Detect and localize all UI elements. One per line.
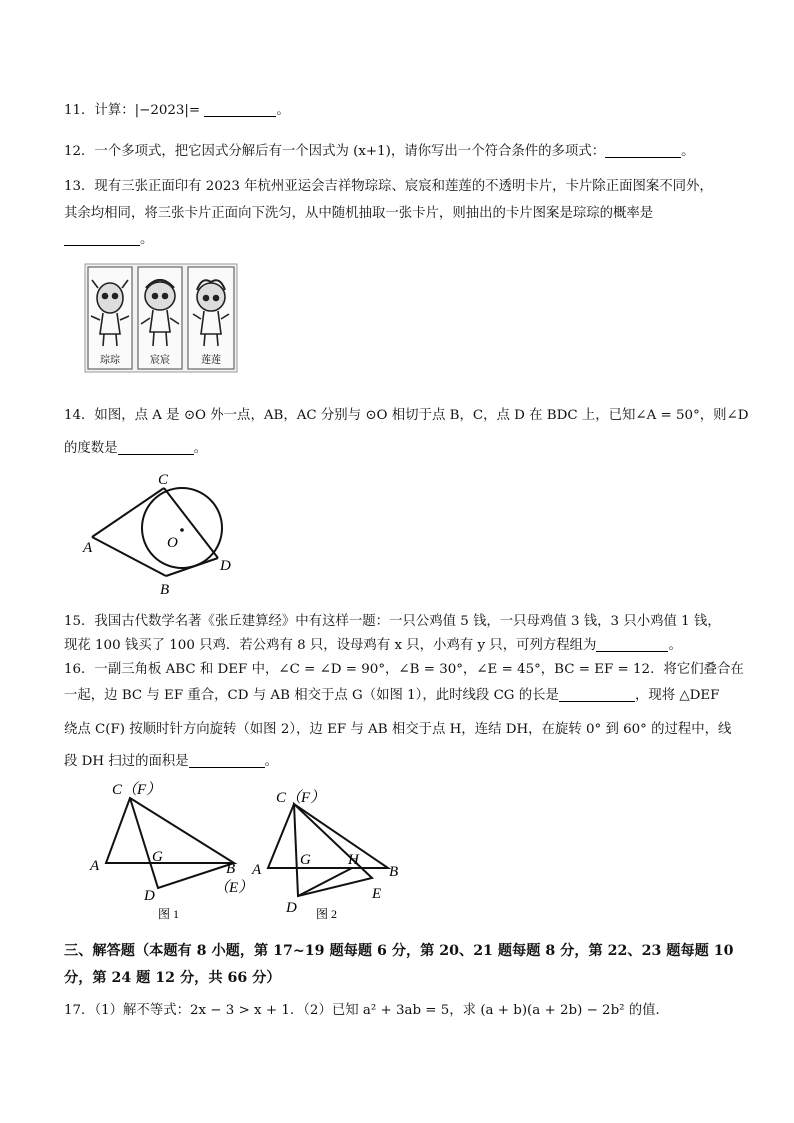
question-13-line-2: 其余均相同，将三张卡片正面向下洗匀，从中随机抽取一张卡片，则抽出的卡片图案是琮琮的概率是 — [64, 206, 654, 221]
question-11: 11．计算：|−2023|= 。 — [64, 103, 290, 118]
triangle-figure-1-svg — [86, 776, 256, 924]
label-o: O — [167, 535, 178, 551]
triangle-figure-2 — [248, 776, 418, 924]
label-b: B — [226, 861, 236, 877]
label-g: G — [152, 849, 163, 865]
label-a: A — [90, 858, 100, 874]
answer-blank — [189, 753, 265, 768]
question-12: 12．一个多项式，把它因式分解后有一个因式为 (x+1)，请你写出一个符合条件的多项式： 。 — [64, 144, 695, 159]
circle-o — [142, 488, 222, 568]
triangle-def — [130, 798, 234, 888]
question-13-line-3: 。 — [64, 228, 153, 247]
triangle-abc — [106, 798, 234, 863]
figure-1-caption: 图 1 — [158, 907, 180, 921]
label-b: B — [389, 864, 399, 880]
figure-2-caption: 图 2 — [316, 907, 338, 921]
question-16-line-2: 一起，边 BC 与 EF 重合，CD 与 AB 相交于点 G（如图 1），此时线段 CG 的长是 ，现将 △DEF — [64, 688, 720, 703]
answer-blank — [559, 687, 635, 702]
label-c: C — [158, 472, 169, 488]
label-g: G — [300, 852, 311, 868]
label-a: A — [252, 862, 262, 878]
label-e: E — [372, 886, 382, 902]
segment-dh — [298, 868, 352, 896]
answer-blank — [64, 231, 140, 246]
label-e: （E） — [214, 880, 254, 896]
label-cf: C（F） — [276, 790, 326, 806]
answer-blank — [118, 440, 194, 455]
answer-blank — [596, 637, 668, 652]
label-d: D — [286, 900, 297, 916]
section-3-header-line-1: 三、解答题（本题有 8 小题，第 17~19 题每题 6 分，第 20、21 题每题 8 分，第 22、23 题每题 10 — [64, 943, 734, 959]
label-a: A — [83, 540, 93, 556]
question-14-line-1: 14．如图，点 A 是 ⊙O 外一点，AB，AC 分别与 ⊙O 相切于点 B，C，点 D 在 BDC 上，已知∠A = 50°，则∠D — [64, 408, 749, 423]
question-13-line-1: 13．现有三张正面印有 2023 年杭州亚运会吉祥物琮琮、宸宸和莲莲的不透明卡片，卡片除正面图案不同外， — [64, 179, 713, 194]
mascot-cards-svg — [84, 262, 238, 374]
card-label-3: 莲莲 — [201, 355, 221, 366]
answer-blank — [204, 102, 276, 117]
question-16-line-3: 绕点 C(F) 按顺时针方向旋转（如图 2），边 EF 与 AB 相交于点 H，连结 DH，在旋转 0° 到 60° 的过程中，线 — [64, 722, 732, 737]
question-15-line-1: 15．我国古代数学名著《张丘建算经》中有这样一题：一只公鸡值 5 钱，一只母鸡值 3 钱，3 只小鸡值 1 钱， — [64, 614, 721, 629]
triangle-figure-2-svg — [248, 776, 418, 924]
label-cf: C（F） — [112, 782, 162, 798]
card-label-1: 琮琮 — [100, 355, 120, 366]
label-h: H — [348, 852, 359, 868]
mascot-cards-image — [84, 262, 238, 374]
question-16-line-4: 段 DH 扫过的面积是 。 — [64, 754, 279, 769]
card-label-2: 宸宸 — [150, 355, 170, 366]
question-12-text: 12．一个多项式，把它因式分解后有一个因式为 (x+1)，请你写出一个符合条件的多项式： — [64, 144, 606, 159]
answer-blank — [605, 143, 681, 158]
question-16-line-1: 16．一副三角板 ABC 和 DEF 中，∠C = ∠D = 90°，∠B = 30°，∠E = 45°，BC = EF = 12．将它们叠合在 — [64, 662, 744, 677]
label-d: D — [144, 888, 155, 904]
tangent-circle-figure — [80, 470, 240, 600]
center-point — [180, 528, 184, 532]
question-11-text: 11．计算：|−2023|= — [64, 103, 205, 118]
label-b: B — [160, 582, 170, 598]
question-15-line-2: 现花 100 钱买了 100 只鸡．若公鸡有 8 只，设母鸡有 x 只，小鸡有 y 只，可列方程组为 。 — [64, 638, 682, 653]
triangle-figure-1 — [86, 776, 256, 924]
section-3-header-line-2: 分，第 24 题 12 分，共 66 分） — [64, 970, 281, 986]
question-14-line-2: 的度数是 。 — [64, 441, 207, 456]
question-17: 17．（1）解不等式：2x − 3 > x + 1．（2）已知 a² + 3ab = 5，求 (a + b)(a + 2b) − 2b² 的值． — [64, 1003, 669, 1018]
tangent-circle-svg — [80, 470, 240, 600]
label-d: D — [220, 558, 231, 574]
tangent-ac — [92, 488, 164, 537]
